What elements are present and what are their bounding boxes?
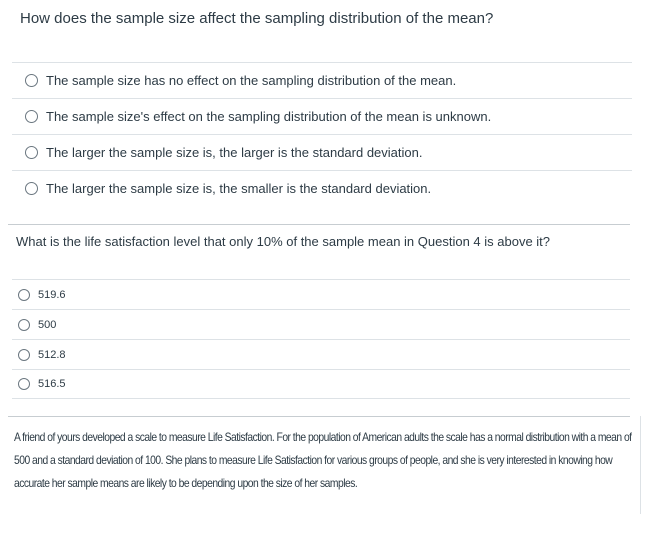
radio-button[interactable]: [18, 349, 30, 361]
radio-button[interactable]: [25, 182, 38, 195]
answer-option[interactable]: [12, 134, 632, 170]
answer-option[interactable]: [12, 62, 632, 98]
answer-option-label: The larger the sample size is, the smaller is the standard deviation.: [46, 181, 432, 196]
answer-option-label: The larger the sample size is, the larger is the standard deviation.: [46, 145, 423, 160]
question-1-prompt: How does the sample size affect the sampling distribution of the mean?: [20, 10, 494, 27]
answer-option-label: The sample size has no effect on the sampling distribution of the mean.: [46, 73, 457, 88]
answer-option-label: The sample size's effect on the sampling distribution of the mean is unknown.: [46, 109, 492, 124]
radio-button[interactable]: [18, 319, 30, 331]
answer-option-label: 500: [38, 318, 57, 331]
answer-option[interactable]: [12, 98, 632, 134]
answer-option-label: 512.8: [38, 348, 66, 361]
answer-option-label: 516.5: [38, 378, 66, 390]
question-divider: [8, 416, 630, 417]
answer-option[interactable]: [12, 170, 632, 206]
question-1-options: [12, 62, 632, 206]
answer-option[interactable]: [12, 339, 630, 369]
answer-option-label: 519.6: [38, 288, 66, 301]
answer-option[interactable]: [12, 369, 630, 399]
passage-text: A friend of yours developed a scale to measure Life Satisfaction. For the population of American adults the scale has a normal distribution with a mean of 500 and a standard deviation of 100. She plans to measure Life Satisfaction for various groups of people, and she is very interested in knowing how accurate her sample means are likely to be depending upon the size of her samples.: [14, 430, 632, 490]
question-2-options: [12, 279, 630, 399]
radio-button[interactable]: [25, 74, 38, 87]
answer-option[interactable]: [12, 279, 630, 309]
passage-border: [640, 416, 641, 514]
radio-button[interactable]: [18, 378, 30, 390]
question-2-prompt: What is the life satisfaction level that only 10% of the sample mean in Question 4 is above it?: [16, 234, 551, 249]
radio-button[interactable]: [18, 289, 30, 301]
question-divider: [8, 224, 630, 225]
radio-button[interactable]: [25, 110, 38, 123]
radio-button[interactable]: [25, 146, 38, 159]
answer-option[interactable]: [12, 309, 630, 339]
